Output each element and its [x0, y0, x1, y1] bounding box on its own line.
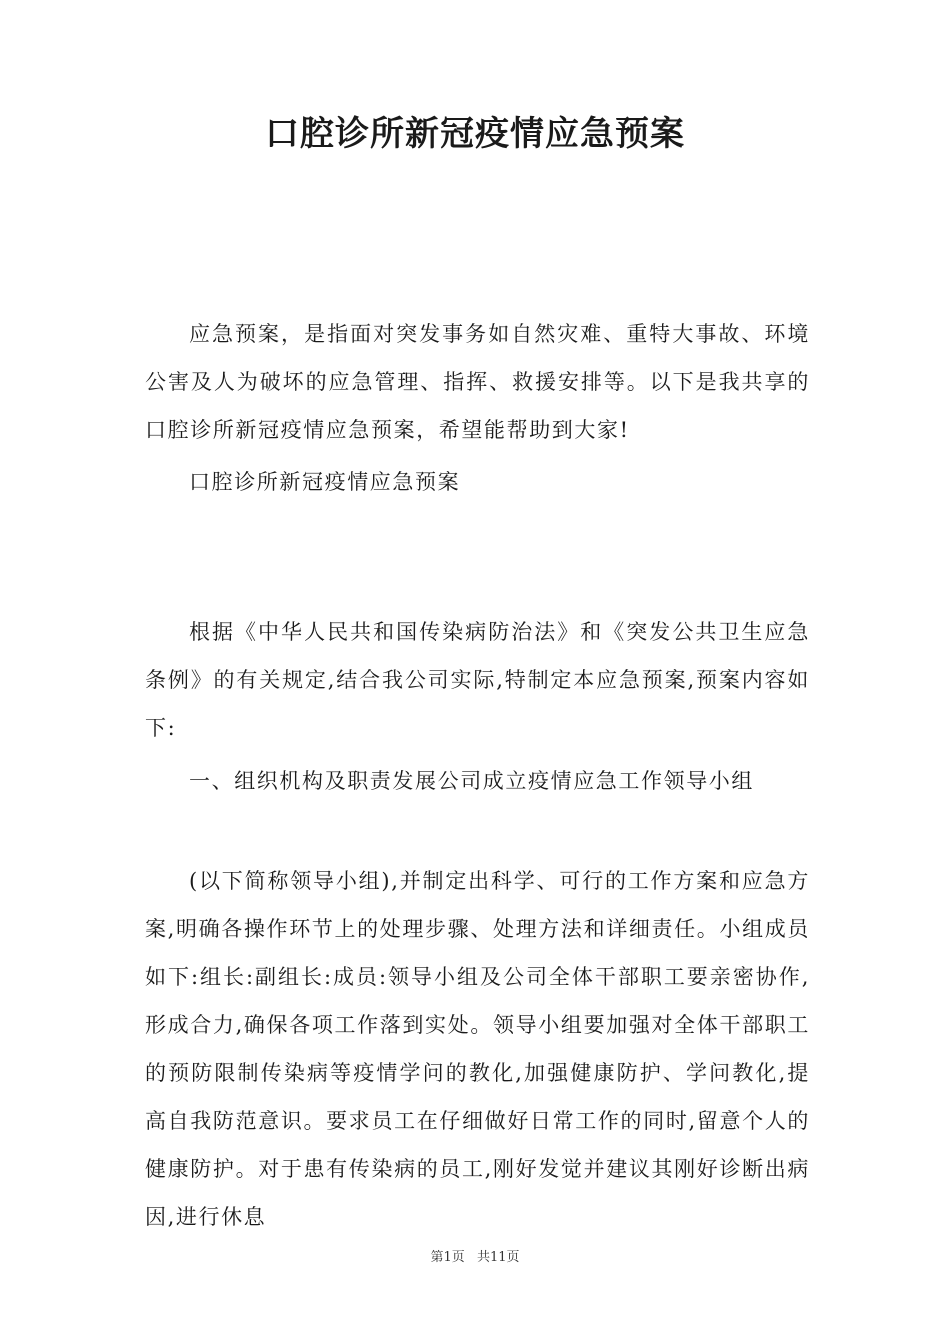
intro-paragraph: 应急预案，是指面对突发事务如自然灾难、重特大事故、环境公害及人为破坏的应急管理、指挥、救援安排等。以下是我共享的口腔诊所新冠疫情应急预案，希望能帮助到大家!: [145, 322, 810, 442]
page-number-total: 共11页: [476, 1250, 520, 1265]
basis-paragraph: 根据《中华人民共和国传染病防治法》和《突发公共卫生应急条例》的有关规定,结合我公司实际,特制定本应急预案,预案内容如下:: [145, 620, 810, 740]
document-title: 口腔诊所新冠疫情应急预案: [265, 114, 685, 154]
subtitle-paragraph: 口腔诊所新冠疫情应急预案: [189, 470, 461, 494]
section-heading-1: 一、组织机构及职责发展公司成立疫情应急工作领导小组: [189, 769, 754, 793]
page-footer: [0, 1248, 950, 1268]
page-number-current: 第1页: [430, 1250, 465, 1265]
detail-paragraph: (以下简称领导小组),并制定出科学、可行的工作方案和应急方案,明确各操作环节上的处理步骤、处理方法和详细责任。小组成员如下:组长:副组长:成员:领导小组及公司全体干部职工要亲密协作,形成合力,确保各项工作落到实处。领导小组要加强对全体干部职工的预防限制传染病等疫情学问的教化,加强健康防护、学问教化,提高自我防范意识。要求员工在仔细做好日常工作的同时,留意个人的健康防护。对于患有传染病的员工,刚好发觉并建议其刚好诊断出病因,进行休息: [145, 869, 810, 1229]
